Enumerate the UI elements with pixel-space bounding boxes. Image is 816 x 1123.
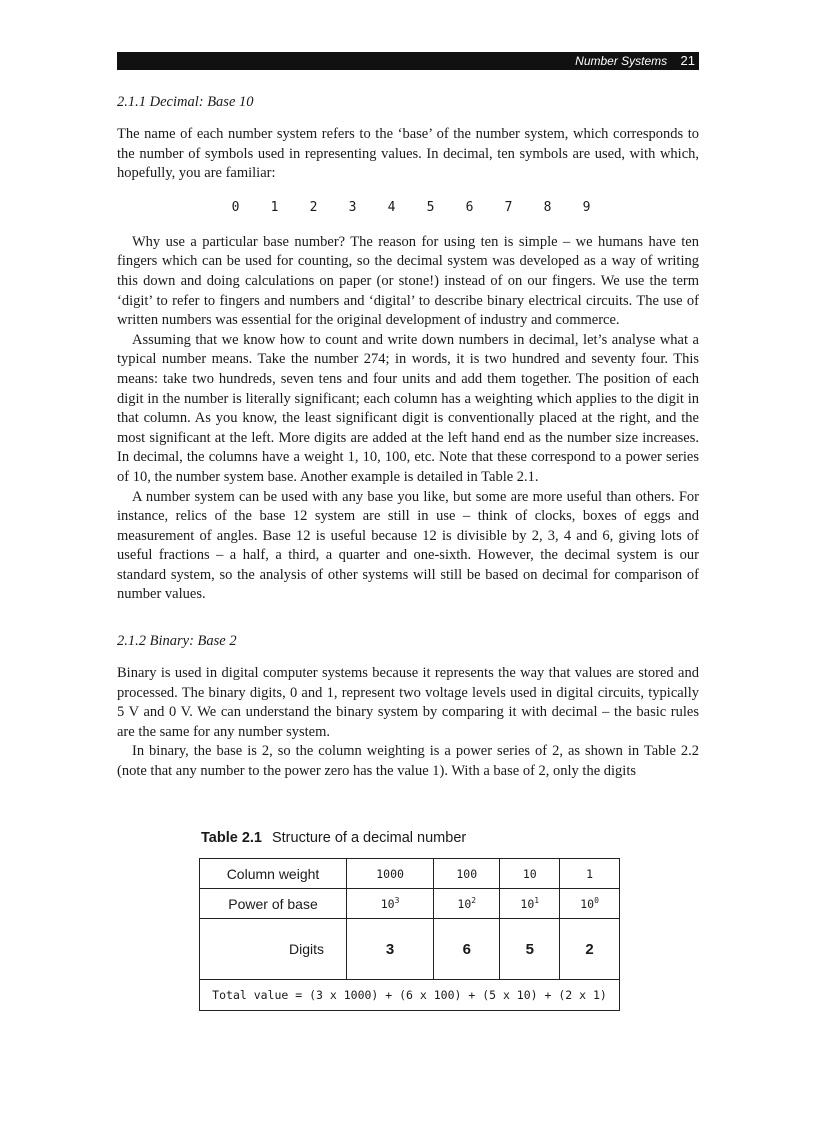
digit-cell: 5 [500,919,560,980]
paragraph: A number system can be used with any base you like, but some are more useful than others. For instance, relics of the base 12 system are still in use – think of clocks, boxes of eggs and measurement of angles. Base 12 is useful because 12 is divisible by 2, 3, 4 and 6, giving lots of useful fractions – a half, a third, a quarter and one-sixth. However, the decimal system is our standard system, so the analysis of other systems will still be based on decimal for comparison of number values. [117,488,699,603]
section-heading-decimal: 2.1.1 Decimal: Base 10 [117,94,254,110]
paragraph: The name of each number system refers to the ‘base’ of the number system, which corresponds to the number of symbols used in representing values. In decimal, ten symbols are used, with which, hopefully, you are familiar: [117,126,699,182]
digit-cell: 3 [347,919,434,980]
decimal-digits [117,200,699,215]
page-number: 21 [680,53,695,68]
total-value-cell: Total value = (3 x 1000) + (6 x 100) + (5 x 10) + (2 x 1) [200,980,620,1011]
digit-cell: 6 [434,919,500,980]
paragraph: Assuming that we know how to count and write down numbers in decimal, let’s analyse what a typical number means. Take the number 274; in words, it is two hundred and seventy four. This means: take two hundreds, seven tens and four units and add them together. The position of each digit in the number is literally significant; each column has a weighting which applies to the digit in that column. As you know, the least significant digit is conventionally placed at the right, and the most significant at the left. More digits are added at the left hand end as the number size increases. In decimal, the columns have a weight 1, 10, 100, etc. Note that these correspond to a power series of 10, the number system base. Another example is detailed in Table 2.1. [117,331,699,485]
digit: 2 [309,199,318,215]
digit: 5 [426,199,435,215]
weight-cell: 1 [560,859,620,889]
digit: 3 [348,199,357,215]
table-row [200,889,620,919]
power-cell: $10^3$ [347,889,434,919]
table-row [200,859,620,889]
paragraph: Binary is used in digital computer systems because it represents the way that values are stored and processed. The binary digits, 0 and 1, represent two voltage levels used in digital circuits, typically 5 V and 0 V. We can understand the binary system by comparing it with decimal – the basic rules are the same for any number system. [117,665,699,740]
page-content [117,86,699,782]
digit: 0 [231,199,240,215]
power-cell: $10^2$ [434,889,500,919]
row-label: Column weight [200,859,347,889]
table-label: Table 2.1 [201,830,262,846]
table-row [200,919,620,980]
weight-cell: 1000 [347,859,434,889]
digit: 4 [387,199,396,215]
paragraph: Why use a particular base number? The reason for using ten is simple – we humans have ten fingers which can be used for counting, so the decimal system was developed as a way of writing this down and doing calculations on paper (or stone!) instead of on our fingers. We use the term ‘digit’ to refer to fingers and numbers and ‘digital’ to describe binary electrical circuits. The use of written numbers was essential for the original development of industry and commerce. [117,233,699,329]
digit: 9 [582,199,591,215]
digit-cell: 2 [560,919,620,980]
section-heading-binary: 2.1.2 Binary: Base 2 [117,633,237,650]
paragraph: In binary, the base is 2, so the column weighting is a power series of 2, as shown in Table 2.2 (note that any number to the power zero has the value 1). With a base of 2, only the digits [117,743,699,780]
digit: 6 [465,199,474,215]
decimal-structure-table [199,858,620,1011]
running-header [117,52,699,70]
digit: 8 [543,199,552,215]
header-title: Number Systems [575,54,668,68]
row-label: Digits [200,919,347,980]
row-label: Power of base [200,889,347,919]
table-row [200,980,620,1011]
table-caption-text: Structure of a decimal number [271,830,467,846]
weight-cell: 100 [434,859,500,889]
power-cell: $10^0$ [560,889,620,919]
power-cell: $10^1$ [500,889,560,919]
digit: 1 [270,199,279,215]
digit: 7 [504,199,513,215]
table-caption [201,830,466,846]
weight-cell: 10 [500,859,560,889]
